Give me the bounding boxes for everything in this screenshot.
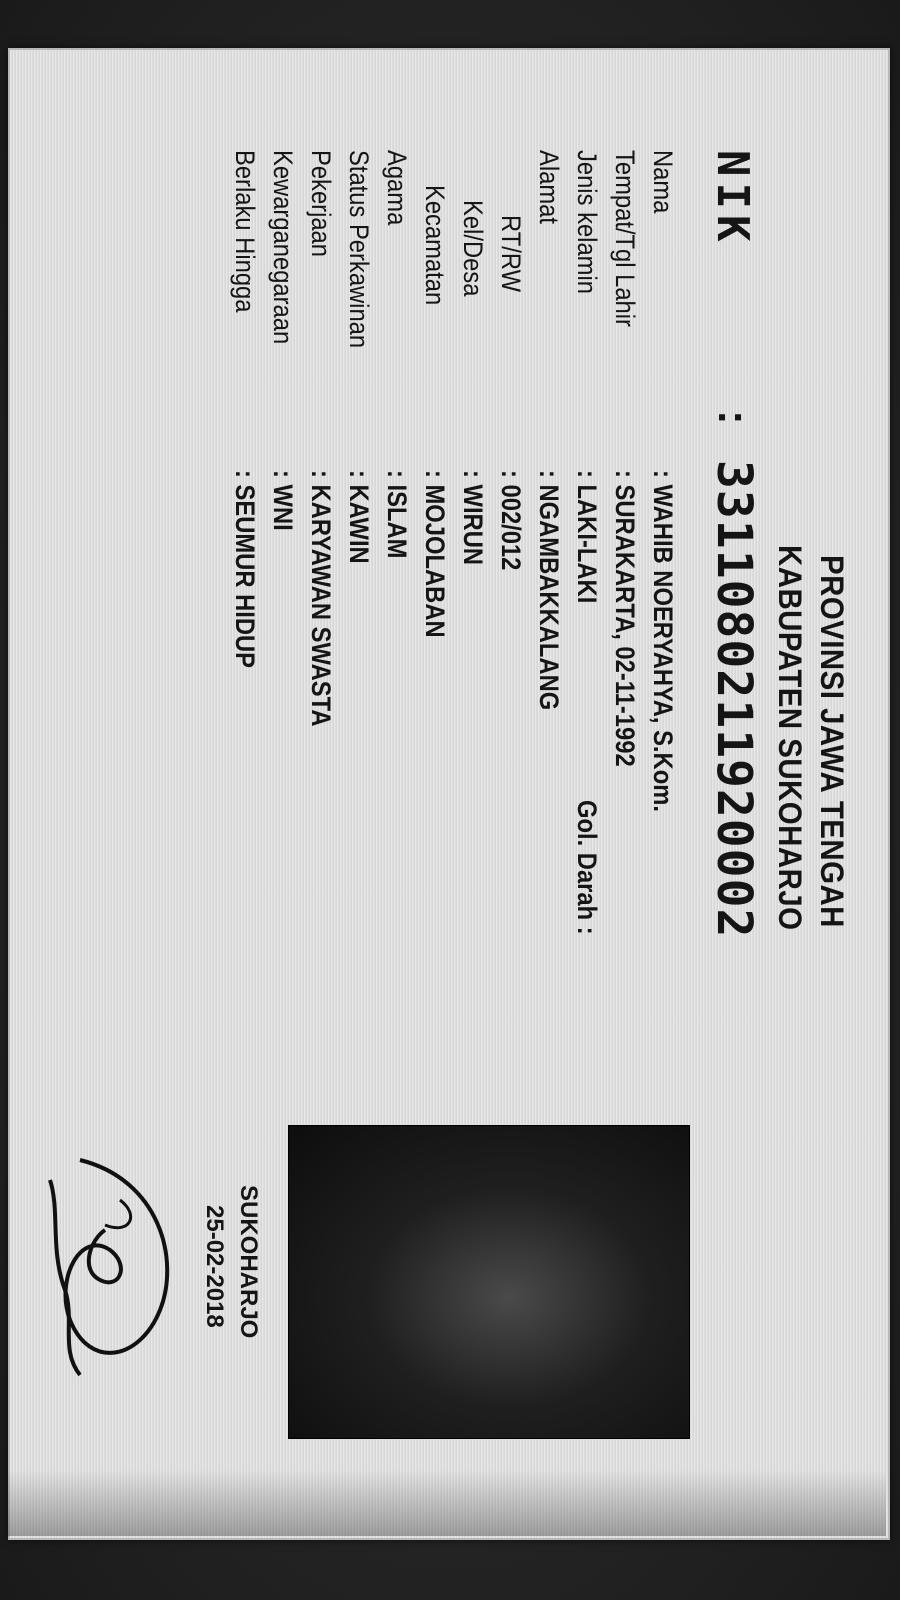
signature-icon — [30, 1140, 200, 1390]
value-jenis-kelamin: : LAKI-LAKI — [572, 470, 602, 604]
value-status-perkawinan: : KAWIN — [344, 470, 374, 564]
nik-colon: : — [709, 410, 758, 425]
issue-city: SUKOHARJO — [235, 1185, 262, 1339]
nik-label: NIK — [707, 150, 758, 248]
value-agama: : ISLAM — [382, 470, 412, 559]
label-kel-desa: Kel/Desa — [458, 200, 488, 297]
label-nama: Nama — [648, 150, 678, 214]
label-agama: Agama — [382, 150, 412, 226]
value-nama: : WAHIB NOERYAHYA, S.Kom. — [648, 470, 678, 812]
value-kecamatan: : MOJOLABAN — [420, 470, 450, 638]
value-berlaku-hingga: : SEUMUR HIDUP — [230, 470, 260, 669]
value-kel-desa: : WIRUN — [458, 470, 488, 566]
holder-photo — [288, 1125, 690, 1439]
value-rt-rw: : 002/012 — [496, 470, 526, 571]
label-jenis-kelamin: Jenis kelamin — [572, 150, 602, 294]
issue-date: 25-02-2018 — [201, 1205, 228, 1328]
nik-value: 3311080211920002 — [706, 460, 762, 939]
label-alamat: Alamat — [534, 150, 564, 224]
label-pekerjaan: Pekerjaan — [306, 150, 336, 258]
label-tempat-tgl-lahir: Tempat/Tgl Lahir — [610, 150, 640, 327]
value-kewarganegaraan: : WNI — [268, 470, 298, 531]
label-kewarganegaraan: Kewarganegaraan — [268, 150, 298, 345]
label-berlaku-hingga: Berlaku Hingga — [230, 150, 260, 313]
value-pekerjaan: : KARYAWAN SWASTA — [306, 470, 336, 727]
label-rt-rw: RT/RW — [496, 215, 526, 292]
label-status-perkawinan: Status Perkawinan — [344, 150, 374, 349]
regency-title: KABUPATEN SUKOHARJO — [772, 545, 808, 931]
value-alamat: : NGAMBAKKALANG — [534, 470, 564, 711]
value-tempat-tgl-lahir: : SURAKARTA, 02-11-1992 — [610, 470, 640, 767]
province-title: PROVINSI JAWA TENGAH — [814, 555, 850, 928]
label-kecamatan: Kecamatan — [420, 185, 450, 306]
value-gol-darah: Gol. Darah : — [572, 800, 602, 935]
